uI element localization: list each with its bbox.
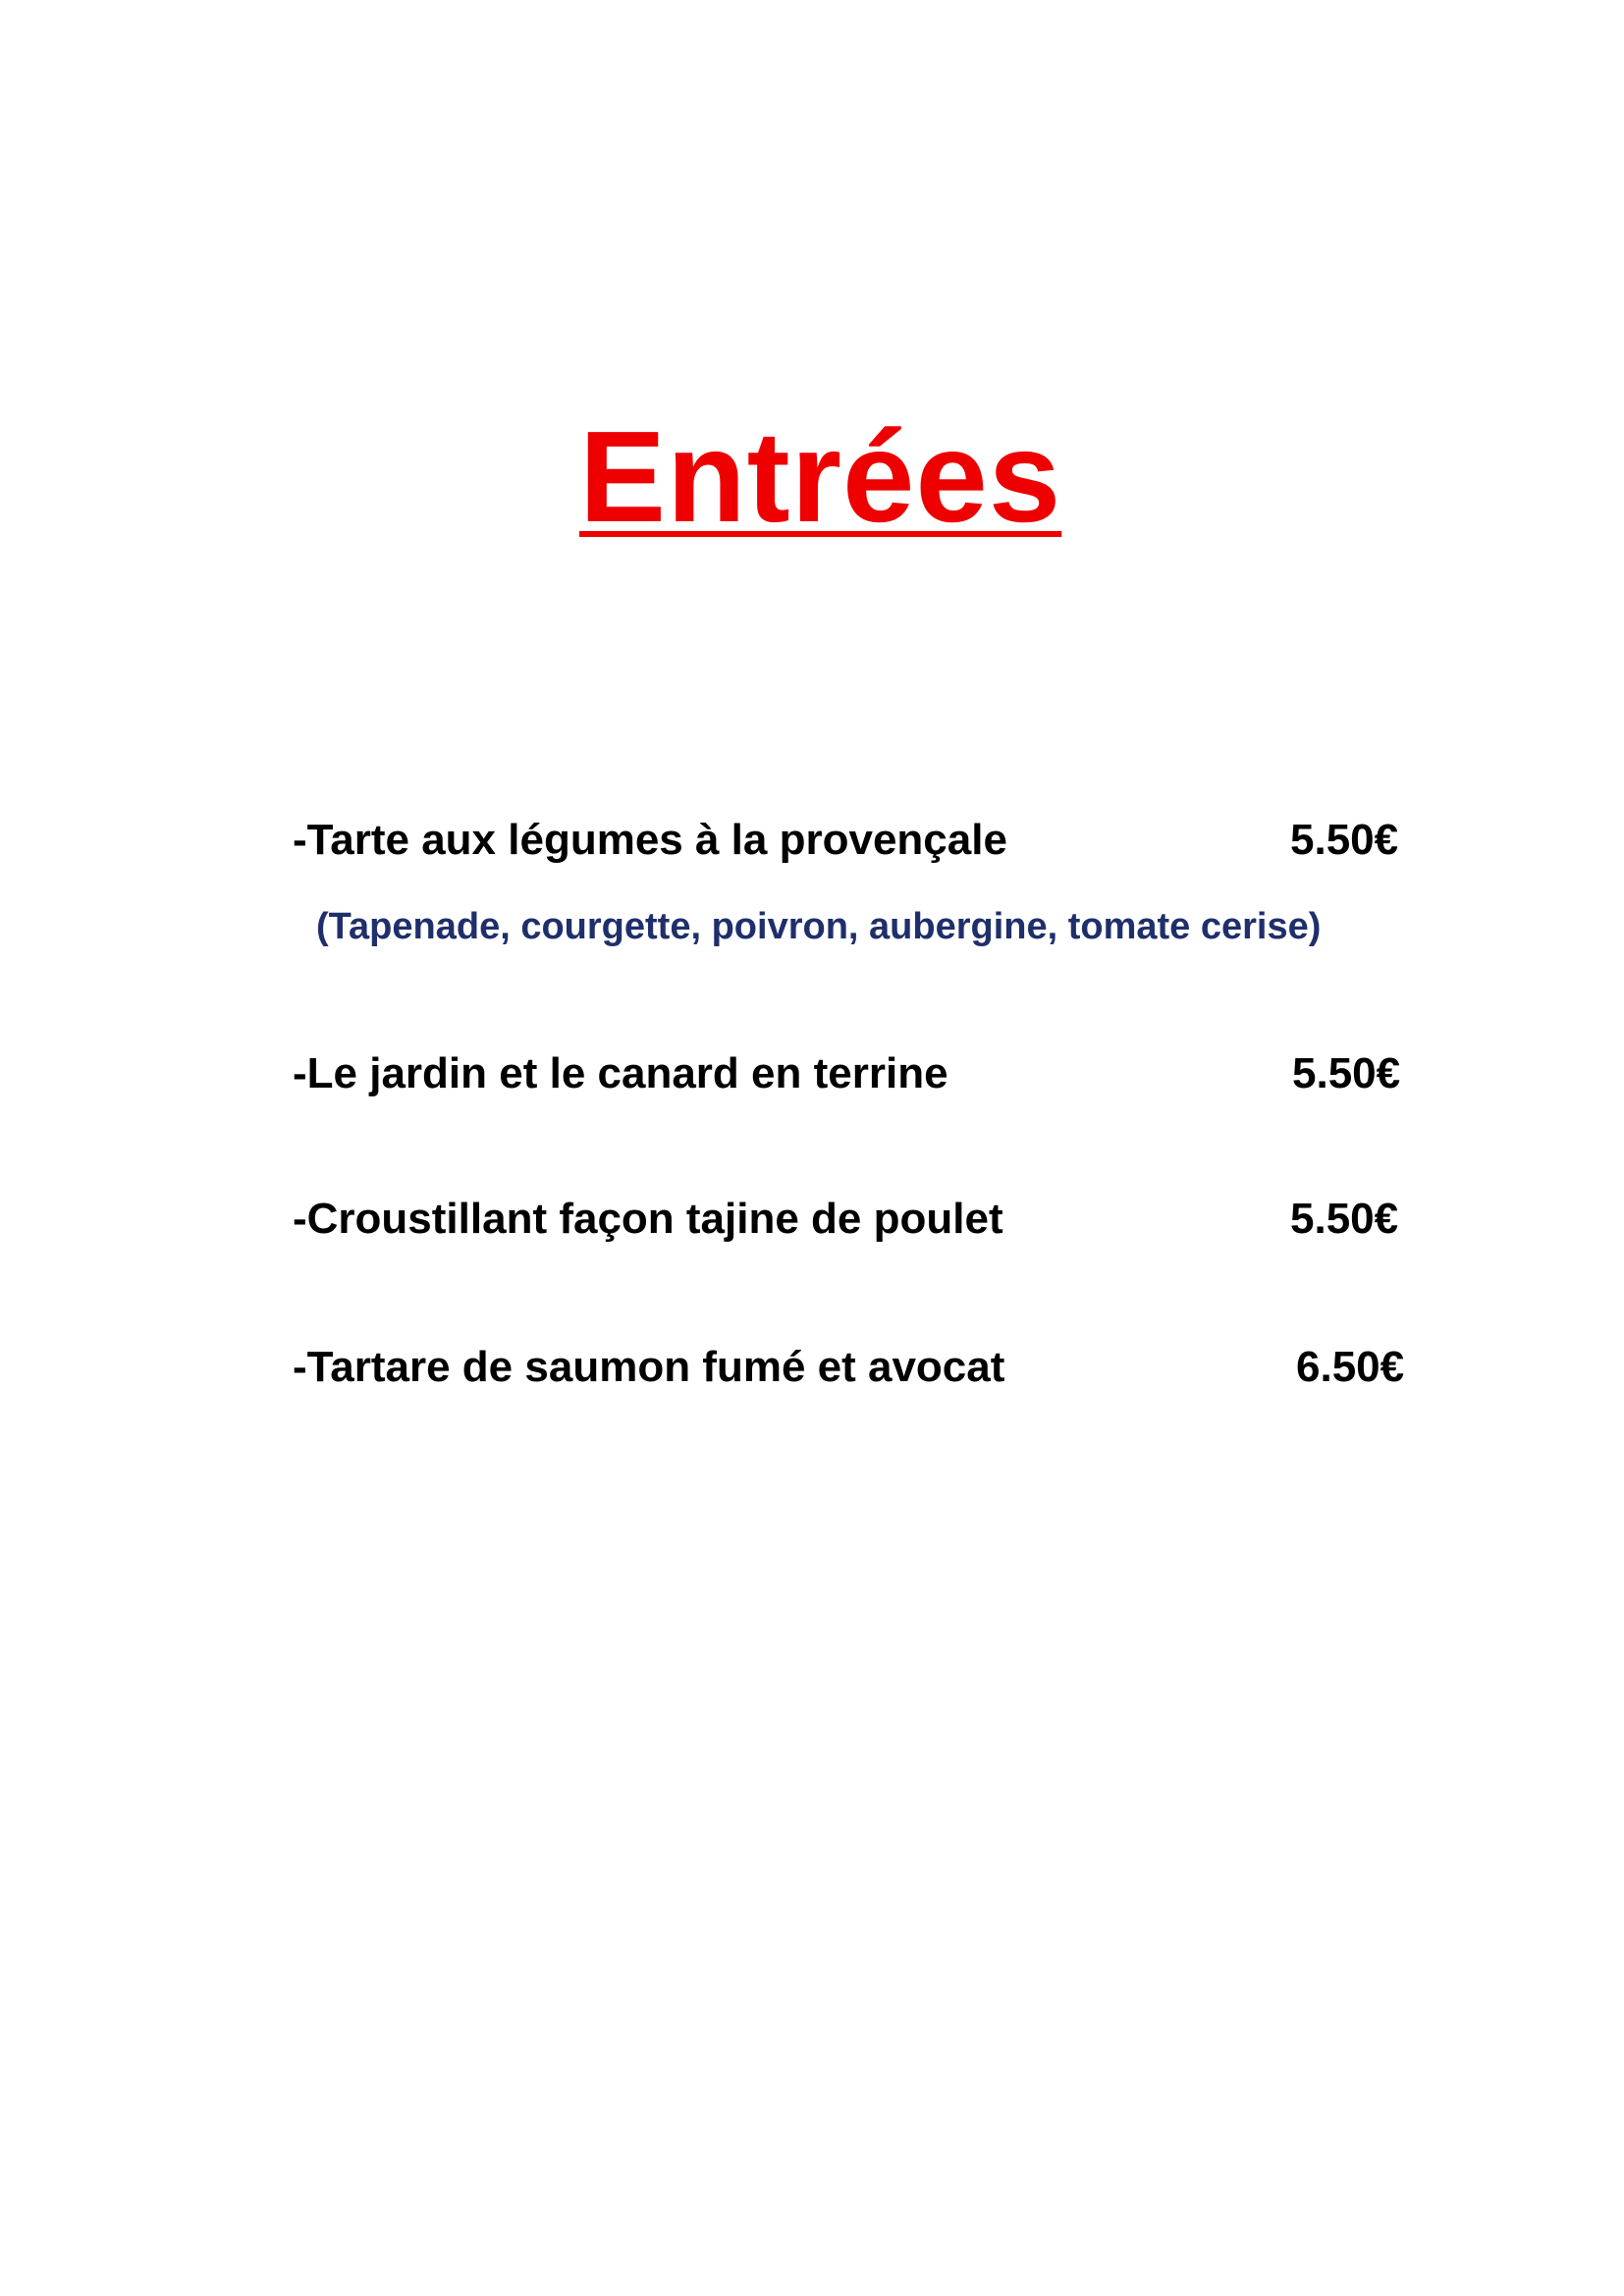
menu-item-name: -Tarte aux légumes à la provençale	[293, 816, 1007, 864]
menu-item-name: -Tartare de saumon fumé et avocat	[293, 1343, 1005, 1391]
menu-item-price: 6.50€	[1296, 1343, 1405, 1391]
menu-item-name: -Croustillant façon tajine de poulet	[293, 1195, 1003, 1243]
menu-item-price: 5.50€	[1292, 1049, 1401, 1097]
menu-item-name: -Le jardin et le canard en terrine	[293, 1049, 948, 1097]
menu-item-price: 5.50€	[1290, 816, 1399, 864]
menu-item-description: (Tapenade, courgette, poivron, aubergine, tomate cerise)	[316, 906, 1322, 947]
menu-title: Entrées	[579, 404, 1062, 549]
menu-item-price: 5.50€	[1290, 1195, 1399, 1243]
